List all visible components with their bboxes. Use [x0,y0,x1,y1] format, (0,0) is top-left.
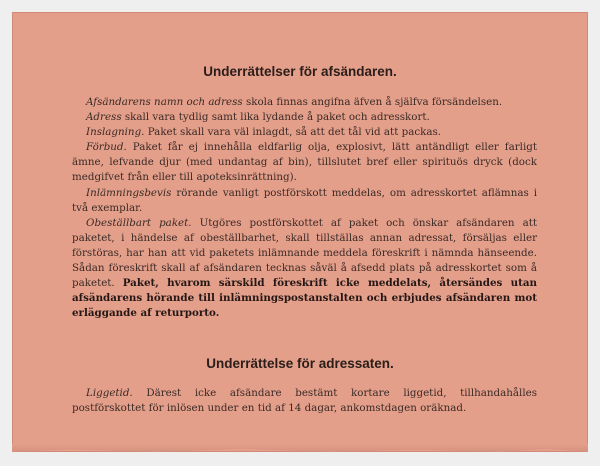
para-undeliverable [72,216,537,322]
para-text: Paket får ej innehålla eldfarlig olja, explosivt, lätt antändligt eller farligt ämne, lefvande djur (med undantag af bin), tillslutet bref eller spirituös dryck (dock medgifvet från eller till apoteksinrättning). [72,141,537,184]
para-receipt [72,186,537,216]
para-text: rörande vanligt postförskott meddelas, om adresskortet aflämnas i två exemplar. [72,186,537,214]
para-text: skola finnas angifna äfven å själfva försändelsen. [242,96,503,108]
lead-term: Inslagning. [86,126,145,139]
para-text: Utgöres postförskottet af paket och önskar afsändaren att paketet, i händelse af obeställbarhet, skall tillställas annan adressat, försäljas eller förstöras, har han att vid paketets inlämnande meddela föreskrift i nämnda hänseende. Sådan föreskrift skall af afsändaren tecknas såväl å afsedd plats på adresskortet som å paketet. [72,216,537,290]
para-sender-address [72,95,537,110]
addressee-notice-title: Underrättelse för adressaten. [206,356,394,371]
para-packing [72,125,537,140]
para-text: Paket skall vara väl inlagdt, så att det tål vid att packas. [144,126,442,139]
lead-term: Adress [86,111,122,124]
para-text: skall vara tydlig samt lika lydande å paket och adresskort. [121,111,430,124]
addressee-notice-body [72,386,537,416]
sender-notice-body [72,95,537,321]
para-emphasis: Paket, hvarom särskild föreskrift icke meddelats, återsändes utan afsändarens hörande till inlämningspostanstalten och erbjudes afsändaren mot erläggande af returporto. [72,277,537,320]
para-text: Därest icke afsändare bestämt kortare liggetid, tillhandahålles postförskottet för inlösen under en tid af 14 dagar, ankomstdagen oräknad. [72,387,537,415]
lead-term: Liggetid. [86,387,133,399]
lead-term: Förbud. [86,141,127,154]
para-prohibition [72,140,537,185]
lead-term: Obeställbart paket. [86,216,192,229]
postal-card-back [12,12,588,452]
para-address [72,110,537,125]
sender-notice-title: Underrättelser för afsändaren. [203,64,397,79]
lead-term: Afsändarens namn och adress [86,96,243,108]
para-holding-time [72,386,537,416]
lead-term: Inlämningsbevis [86,186,172,199]
